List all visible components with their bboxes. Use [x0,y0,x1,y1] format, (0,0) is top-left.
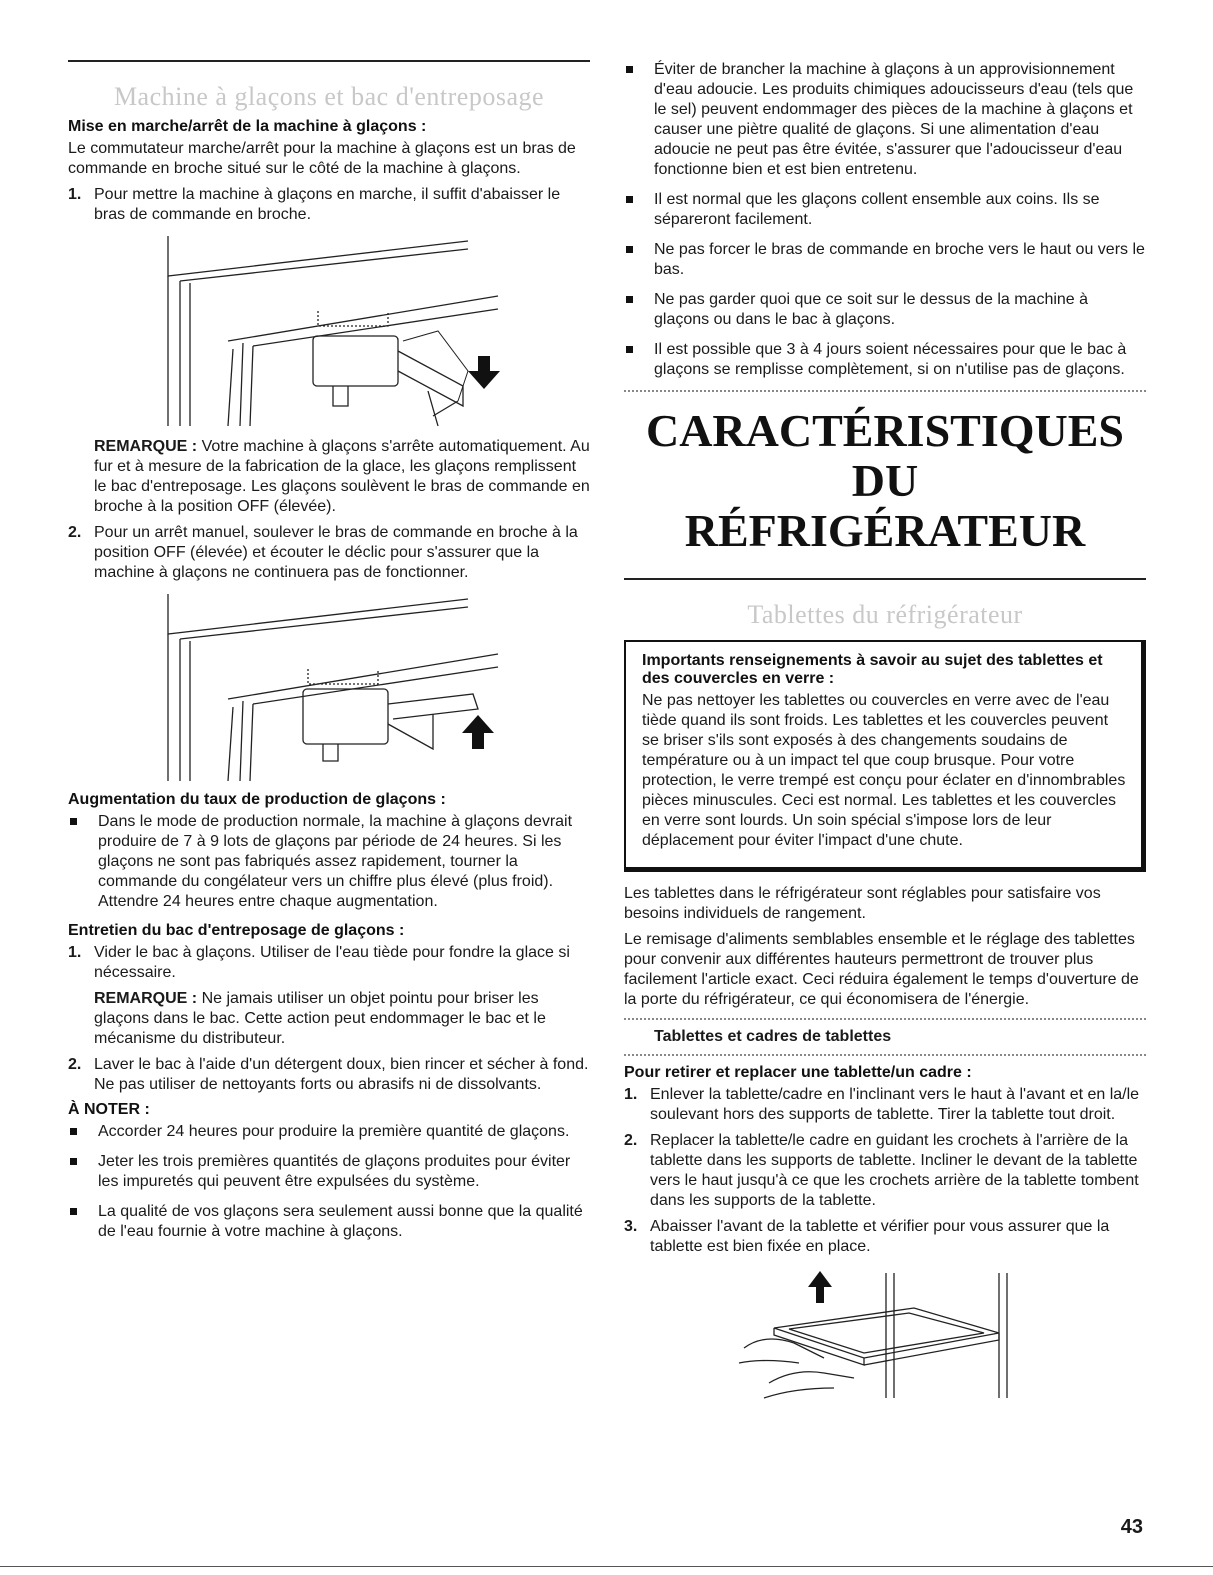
top-rule [68,60,590,62]
step-2 [68,523,590,583]
bullet-icon [70,1208,77,1215]
shelf-removal-illustration [624,1263,1146,1403]
bullet-text: Accorder 24 heures pour produire la première quantité de glaçons. [98,1123,570,1140]
up-arrow-icon [462,715,494,749]
ice-tip-bullet [624,190,1146,230]
bottom-rule [0,1566,1213,1567]
step-number: 1. [624,1086,638,1103]
section-title-ice-maker: Machine à glaçons et bac d'entreposage [113,82,545,111]
bullet-text: Il est possible que 3 à 4 jours soient nécessaires pour que le bac à glaçons se remplisse complètement, si on n'utilise pas de glaçons. [654,341,1127,378]
noter-bullet [68,1122,590,1142]
paragraph-adjustable: Les tablettes dans le réfrigérateur sont réglables pour satisfaire vos besoins individuels de rangement. [624,885,1101,922]
bullet-icon [70,1158,77,1165]
remark-label: REMARQUE : [94,438,198,455]
step-text: Laver le bac à l'aide d'un détergent doux, bien rincer et sécher à fond. Ne pas utiliser de nettoyants forts ou abrasifs ni de dissolvants. [94,1056,589,1093]
bullet-icon [626,246,633,253]
ice-maker-arm-down-illustration [68,231,590,431]
bullet-icon [626,66,633,73]
step-text: Vider le bac à glaçons. Utiliser de l'eau tiède pour fondre la glace si nécessaire. [94,944,570,981]
step-text: Enlever la tablette/cadre en l'inclinant vers le haut à l'avant et en la/le soulevant hors des supports de tablette. Tirer la tablette tout droit. [650,1086,1140,1123]
remark-2 [68,989,590,1049]
step-number: 1. [68,186,82,203]
bullet-icon [626,296,633,303]
remark-text: Votre machine à glaçons s'arrête automatiquement. Au fur et à mesure de la fabrication de la glace, les glaçons remplissent le bac d'entreposage. Les glaçons soulèvent le bras de commande en broche à la position OFF (élevée). [94,438,590,515]
paragraph-storage: Le remisage d'aliments semblables ensemble et le réglage des tablettes pour convenir aux différentes hauteurs permettront de trouver plus facilement l'article exact. Ceci réduira également le temps d'ouverture de la porte du réfrigérateur, ce qui économisera de l'énergie. [624,931,1139,1008]
step-number: 2. [624,1132,638,1149]
step-number: 2. [68,1056,82,1073]
heading-production-rate: Augmentation du taux de production de glaçons : [68,791,446,808]
ice-tip-bullet [624,340,1146,380]
remark-text: Ne jamais utiliser un objet pointu pour briser les glaçons dans le bac. Cette action peut endommager le bac et le mécanisme du distributeur. [94,990,546,1047]
step-text: Replacer la tablette/le cadre en guidant les crochets à l'arrière de la tablette dans les supports de tablette. Incliner le devant de la tablette vers le haut jusqu'à ce que les crochets arrière de la tablette tombent dans les supports de la tablette. [650,1132,1139,1209]
bin-step-2 [68,1055,590,1095]
step-number: 2. [68,524,82,541]
dotted-divider [624,1054,1146,1056]
bullet-text: Éviter de brancher la machine à glaçons à un approvisionnement d'eau adoucie. Les produits chimiques adoucisseurs d'eau (tels que le sel) peuvent endommager des pièces de la machine à glaçons et causer une piètre qualité de glaçons. Si une alimentation d'eau adoucie ne peut pas être évitée, s'assurer que l'adoucisseur d'eau fonctionne bien et est bien entretenu. [654,61,1134,178]
down-arrow-icon [468,356,500,389]
arm-raised-drawing [68,589,590,785]
chapter-title [624,406,1146,556]
ice-maker-arm-up-illustration [68,589,590,785]
dotted-divider [624,390,1146,392]
step-1 [68,185,590,225]
right-column [624,60,1146,1409]
chapter-title-line-2: RÉFRIGÉRATEUR [684,505,1086,556]
heading-bin-care: Entretien du bac d'entreposage de glaçons : [68,922,405,939]
shelf-drawing [624,1263,1146,1403]
glass-warning-box [624,640,1146,872]
step-number: 3. [624,1218,638,1235]
step-number: 1. [68,944,82,961]
noter-bullet [68,1202,590,1242]
shelf-step [624,1131,1146,1211]
dotted-divider [624,1018,1146,1020]
bullet-text: La qualité de vos glaçons sera seulement aussi bonne que la qualité de l'eau fournie à votre machine à glaçons. [98,1203,583,1240]
left-column [68,60,590,1252]
page-number: 43 [1120,1516,1143,1538]
chapter-title-line-1: CARACTÉRISTIQUES DU [645,405,1124,506]
subsection-title: Tablettes et cadres de tablettes [654,1028,892,1045]
bullet-icon [626,196,633,203]
bullet-icon [70,818,77,825]
heading-on-off: Mise en marche/arrêt de la machine à glaçons : [68,118,427,135]
bullet-icon [70,1128,77,1135]
bullet-text: Il est normal que les glaçons collent ensemble aux coins. Ils se sépareront facilement. [654,191,1100,228]
shelf-step [624,1217,1146,1257]
ice-tip-bullet [624,60,1146,180]
section-rule [624,578,1146,580]
heading-remove-shelf: Pour retirer et replacer une tablette/un cadre : [624,1064,972,1081]
bullet-icon [626,346,633,353]
ice-tip-bullet [624,240,1146,280]
bullet-text: Ne pas forcer le bras de commande en broche vers le haut ou vers le bas. [654,241,1145,278]
warning-heading: Importants renseignements à savoir au sujet des tablettes et des couvercles en verre : [642,652,1103,687]
remark-1 [68,437,590,517]
arm-lowered-drawing [68,231,590,431]
remark-label: REMARQUE : [94,990,198,1007]
noter-bullet [68,1152,590,1192]
bullet-text: Ne pas garder quoi que ce soit sur le dessus de la machine à glaçons ou dans le bac à glaçons. [654,291,1089,328]
up-arrow-icon [808,1271,832,1303]
shelf-step [624,1085,1146,1125]
bin-step-1 [68,943,590,983]
ice-tip-bullet [624,290,1146,330]
step-text: Abaisser l'avant de la tablette et vérifier pour vous assurer que la tablette est bien fixée en place. [650,1218,1110,1255]
step-text: Pour un arrêt manuel, soulever le bras de commande en broche à la position OFF (élevée) et écouter le déclic pour s'assurer que la machine à glaçons ne continuera pas de fonctionner. [94,524,578,581]
heading-noter: À NOTER : [68,1101,150,1118]
warning-text: Ne pas nettoyer les tablettes ou couvercles en verre avec de l'eau tiède quand ils sont froids. Les tablettes et les couvercles peuvent se briser s'ils sont exposés à des changements soudains de température ou à un impact tel que coup brusque. Pour votre protection, le verre trempé est conçu pour éclater en d'innombrables pièces minuscules. Ceci est normal. Les tablettes et les couvercles en verre sont lourds. Un soin spécial s'impose lors de leur déplacement pour éviter l'impact d'une chute. [642,692,1126,849]
paragraph-on-off: Le commutateur marche/arrêt pour la machine à glaçons est un bras de commande en broche situé sur le côté de la machine à glaçons. [68,140,576,177]
bullet-text: Jeter les trois premières quantités de glaçons produites pour éviter les impuretés qui peuvent être expulsées du système. [98,1153,571,1190]
section-title-shelves: Tablettes du réfrigérateur [747,600,1023,629]
step-text: Pour mettre la machine à glaçons en marche, il suffit d'abaisser le bras de commande en broche. [94,186,561,223]
bullet-text: Dans le mode de production normale, la machine à glaçons devrait produire de 7 à 9 lots de glaçons par période de 24 heures. Si les glaçons ne sont pas fabriqués assez rapidement, tourner la commande du congélateur vers un chiffre plus élevé (plus froid). Attendre 24 heures entre chaque augmentation. [98,813,573,910]
rate-bullet [68,812,590,912]
